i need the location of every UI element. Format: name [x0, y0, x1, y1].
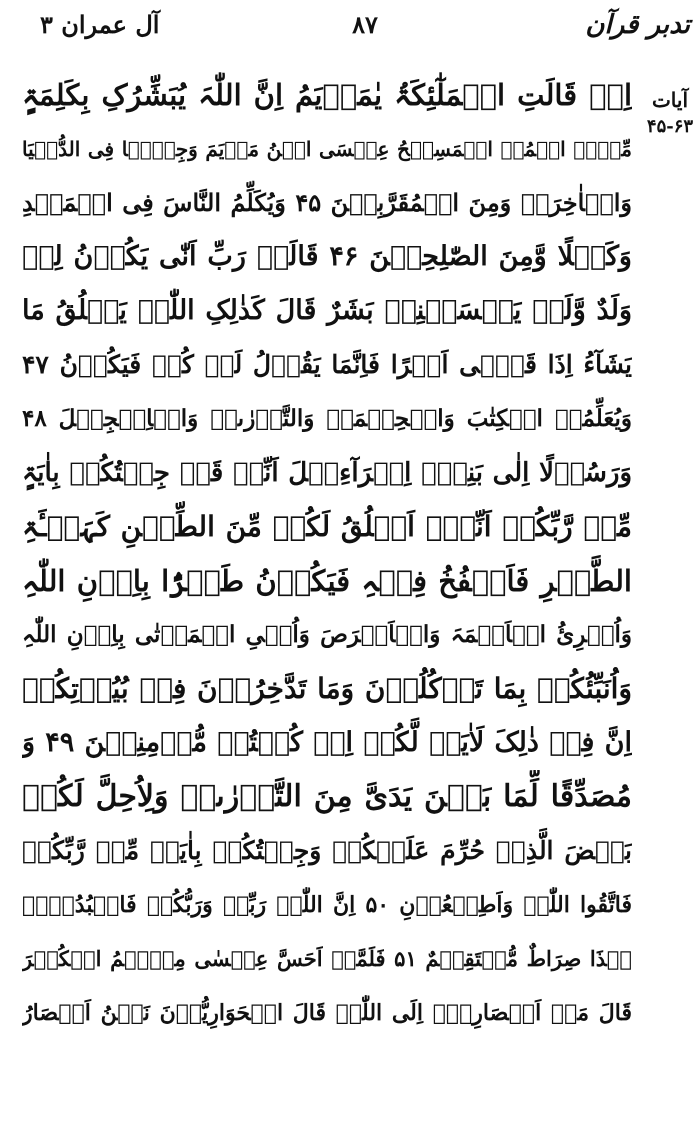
text-line: وَرَسُوۡلًا اِلٰی بَنِیۡۤ اِسۡرَآءِیۡلَ اَنِّیۡ قَدۡ جِئۡتُکُمۡ بِاٰیَۃٍ — [22, 458, 632, 488]
text-line: وَاُنَبِّئُکُمۡ بِمَا تَاۡکُلُوۡنَ وَمَا تَدَّخِرُوۡنَ فِیۡ بُیُوۡتِکُمۡ — [22, 672, 632, 705]
verse-range-numbers: ۴۵-۶۳ — [646, 116, 694, 137]
text-line: قَالَ مَنۡ اَنۡصَارِیۡۤ اِلَی اللّٰہِ قَالَ الۡحَوَارِیُّوۡنَ نَحۡنُ اَنۡصَارُ — [22, 1000, 632, 1026]
text-line: ہٰذَا صِرَاطٌ مُّسۡتَقِیۡمٌ ۵۱ فَلَمَّاۤ اَحَسَّ عِیۡسٰی مِنۡہُمُ الۡکُفۡرَ — [22, 946, 632, 971]
verse-range-title: آیات — [651, 88, 689, 112]
text-line: مُصَدِّقًا لِّمَا بَیۡنَ یَدَیَّ مِنَ التَّوۡرٰىۃِ وَلِاُحِلَّ لَکُمۡ — [22, 779, 632, 814]
surah-label: آل عمران ۳ — [40, 10, 160, 39]
text-line: وَکَہۡلًا وَّمِنَ الصّٰلِحِیۡنَ ۴۶ قَالَتۡ رَبِّ اَنّٰی یَکُوۡنُ لِیۡ — [22, 241, 632, 272]
text-line: یَشَآءُ اِذَا قَضٰۤی اَمۡرًا فَاِنَّمَا یَقُوۡلُ لَہٗ کُنۡ فَیَکُوۡنُ ۴۷ — [22, 350, 632, 379]
page-number: ۸۷ — [352, 10, 378, 39]
text-line: مِّنۡہُ اسۡمُہُ الۡمَسِیۡحُ عِیۡسَی ابۡنُ مَرۡیَمَ وَجِیۡہًا فِی الدُّنۡیَا — [22, 137, 632, 161]
quran-text-block — [22, 68, 632, 1040]
text-line: اِنَّ فِیۡ ذٰلِکَ لَاٰیَۃً لَّکُمۡ اِنۡ کُنۡتُمۡ مُّؤۡمِنِیۡنَ ۴۹ وَ — [22, 727, 632, 758]
text-line: وَاُبۡرِیُٔ الۡاَکۡمَہَ وَالۡاَبۡرَصَ وَاُحۡیِ الۡمَوۡتٰی بِاِذۡنِ اللّٰہِ — [22, 621, 632, 648]
text-line: وَیُعَلِّمُہُ الۡکِتٰبَ وَالۡحِکۡمَۃَ وَالتَّوۡرٰىۃَ وَالۡاِنۡجِیۡلَ ۴۸ — [22, 405, 632, 432]
text-line: اِذۡ قَالَتِ الۡمَلٰٓئِکَۃُ یٰمَرۡیَمُ اِنَّ اللّٰہَ یُبَشِّرُکِ بِکَلِمَۃٍ — [22, 78, 632, 112]
text-line: وَلَدٌ وَّلَمۡ یَمۡسَسۡنِیۡ بَشَرٌ قَالَ کَذٰلِکِ اللّٰہُ یَخۡلُقُ مَا — [22, 295, 632, 326]
text-line: وَالۡاٰخِرَۃِ وَمِنَ الۡمُقَرَّبِیۡنَ ۴۵ وَیُکَلِّمُ النَّاسَ فِی الۡمَہۡدِ — [22, 188, 632, 217]
page-header — [40, 8, 690, 48]
text-line: فَاتَّقُوا اللّٰہَ وَاَطِیۡعُوۡنِ ۵۰ اِنَّ اللّٰہَ رَبِّیۡ وَرَبُّکُمۡ فَاعۡبُدُوۡہُ — [22, 892, 632, 918]
book-title: تدبر قرآن — [585, 10, 690, 40]
text-line: بَعۡضَ الَّذِیۡ حُرِّمَ عَلَیۡکُمۡ وَجِئۡتُکُمۡ بِاٰیَۃٍ مِّنۡ رَّبِّکُمۡ — [22, 836, 632, 865]
verse-range-note — [644, 88, 696, 137]
text-line: الطَّیۡرِ فَاَنۡفُخُ فِیۡہِ فَیَکُوۡنُ طَیۡرًۢا بِاِذۡنِ اللّٰہِ — [22, 564, 632, 598]
text-line: مِّنۡ رَّبِّکُمۡ اَنِّیۡۤ اَخۡلُقُ لَکُمۡ مِّنَ الطِّیۡنِ کَہَیۡـَٔۃِ — [22, 510, 632, 543]
